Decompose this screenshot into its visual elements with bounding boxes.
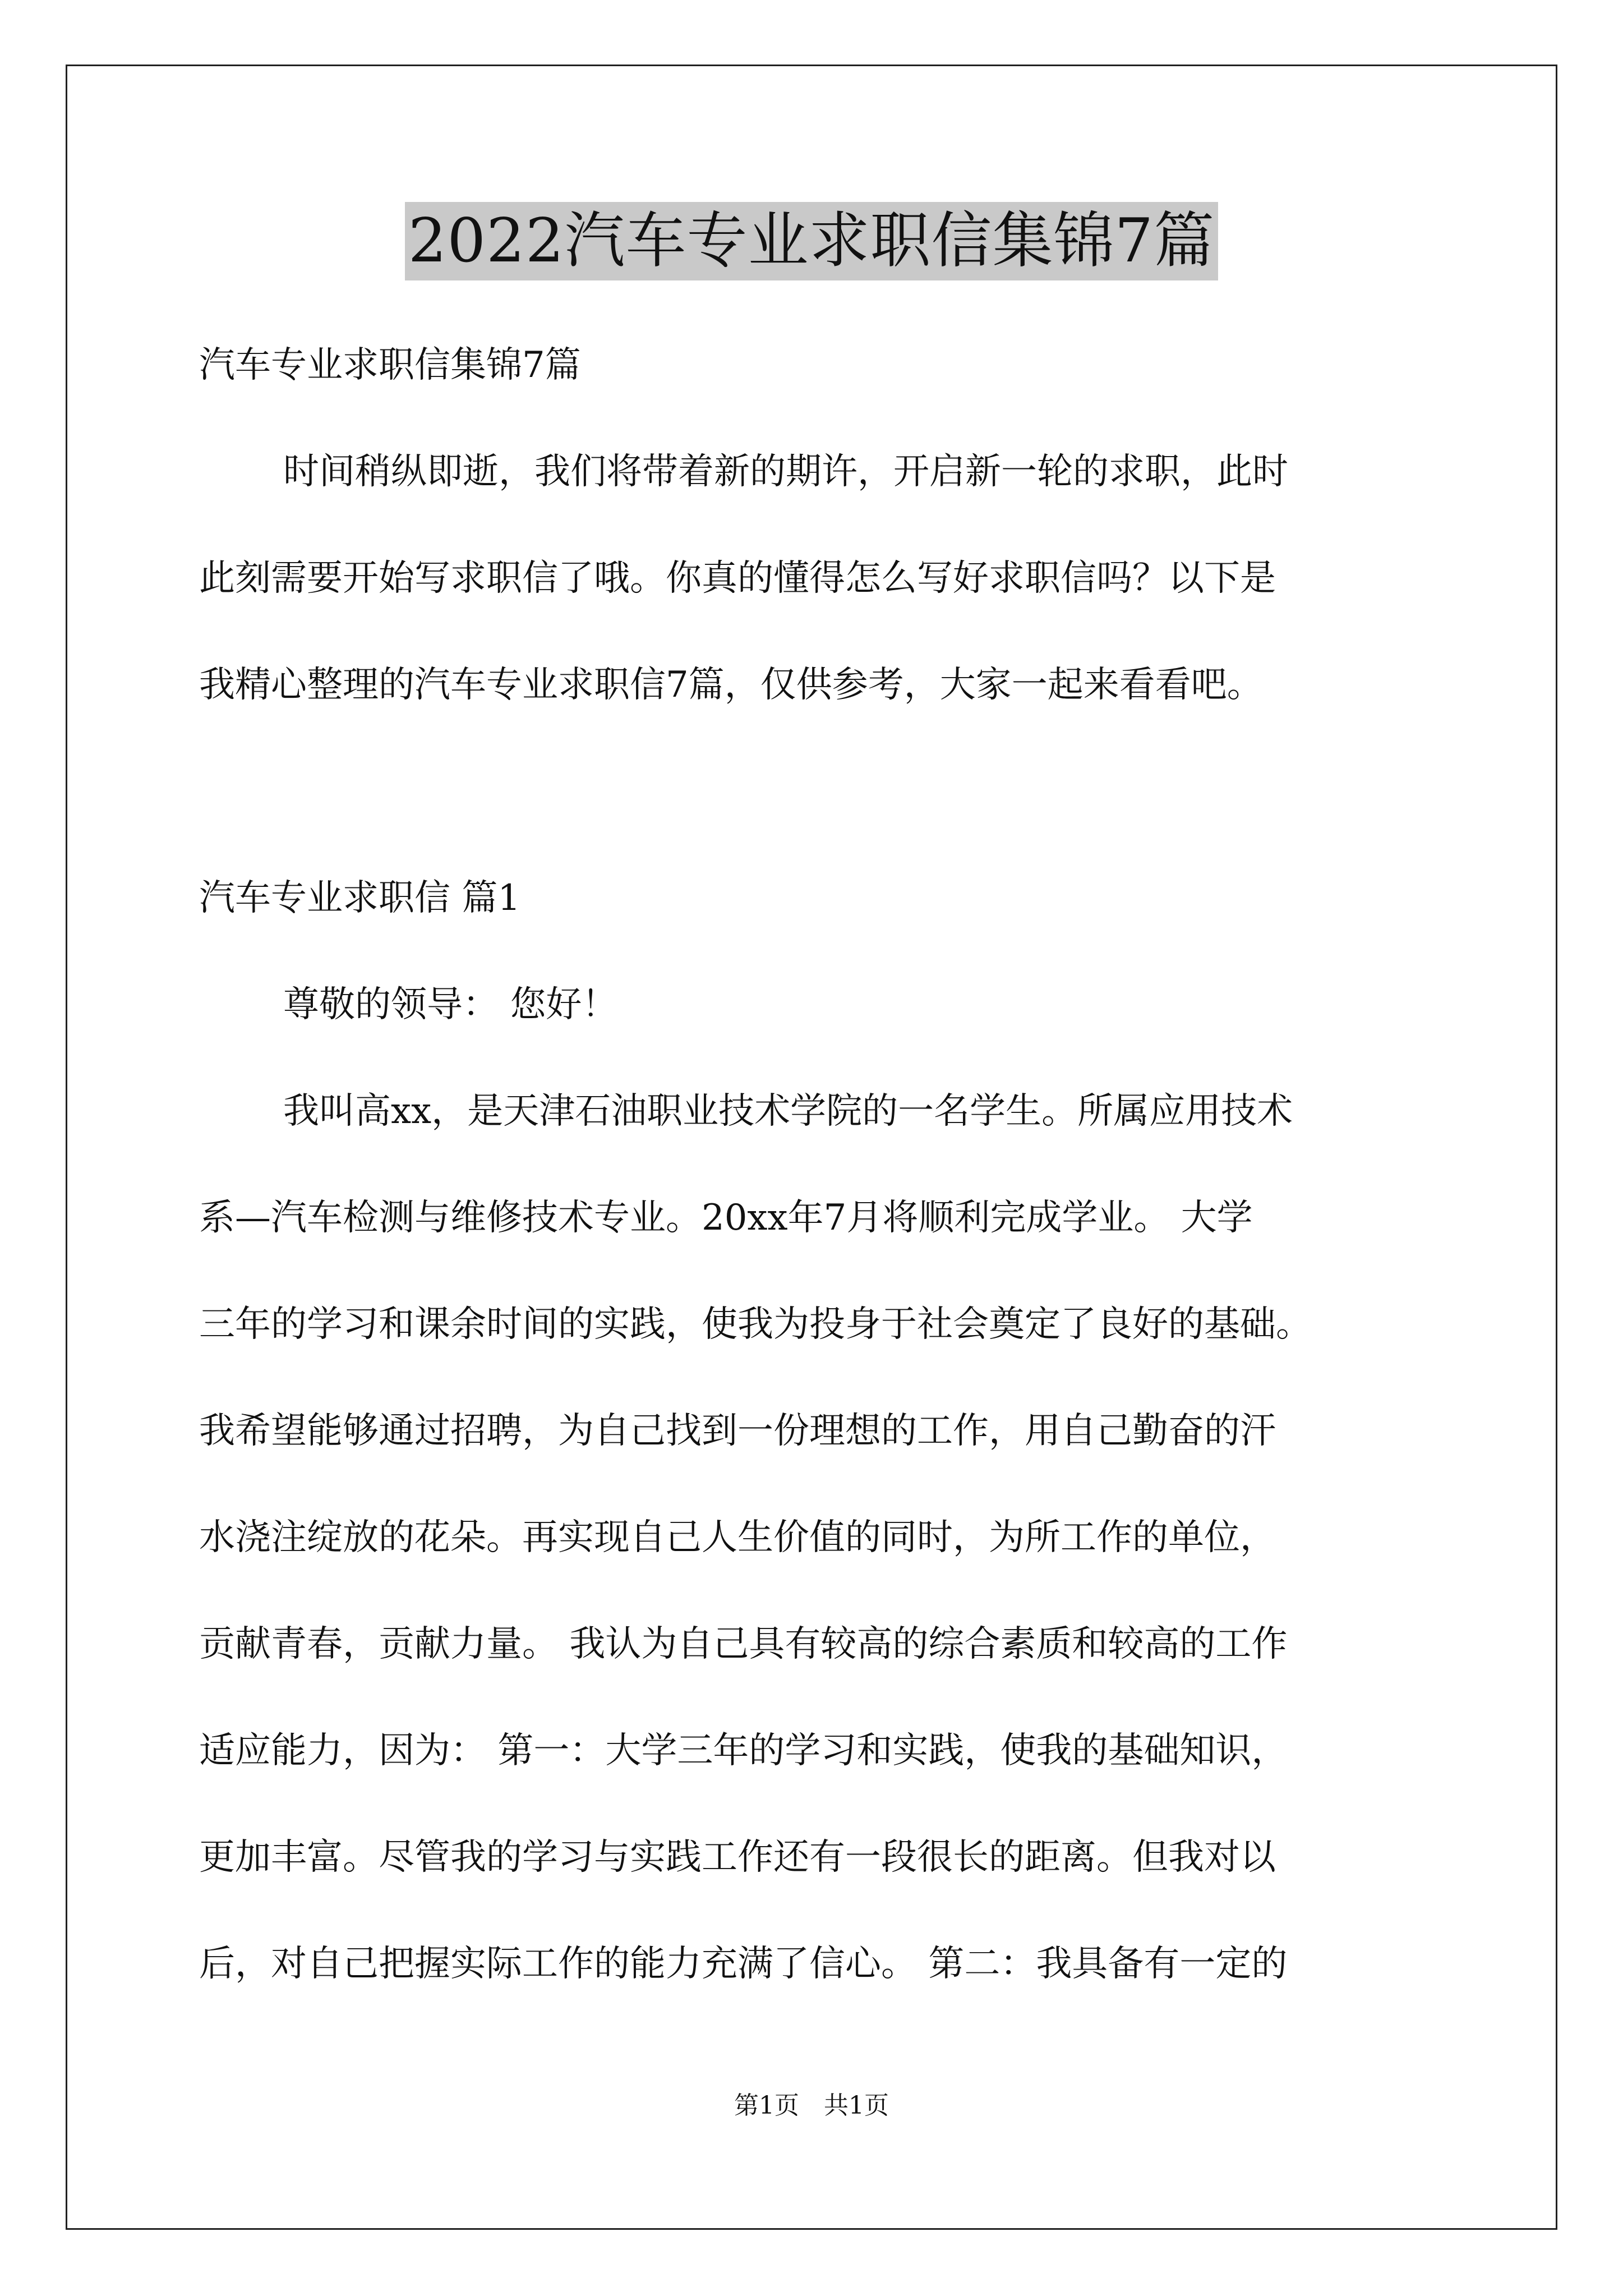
body-line: 我叫高xx，是天津石油职业技术学院的一名学生。所属应用技术	[283, 1091, 1293, 1132]
section-heading: 汽车专业求职信 篇1	[199, 877, 521, 919]
paragraph-gap	[199, 738, 1433, 845]
body-line: 系—汽车检测与维修技术专业。20xx年7月将顺利完成学业。 大学	[199, 1197, 1253, 1239]
title-container	[0, 202, 1623, 280]
salutation: 尊敬的领导： 您好！	[283, 984, 618, 1025]
body-line: 贡献青春，贡献力量。 我认为自己具有较高的综合素质和较高的工作	[199, 1623, 1288, 1665]
intro-line: 此刻需要开始写求职信了哦。你真的懂得怎么写好求职信吗？以下是	[199, 558, 1276, 599]
body-line: 我希望能够通过招聘，为自己找到一份理想的工作，用自己勤奋的汗	[199, 1410, 1276, 1452]
body-line: 后，对自己把握实际工作的能力充满了信心。 第二：我具备有一定的	[199, 1943, 1288, 1985]
body-line: 水浇注绽放的花朵。再实现自己人生价值的同时，为所工作的单位，	[199, 1517, 1276, 1558]
body-line: 更加丰富。尽管我的学习与实践工作还有一段很长的距离。但我对以	[199, 1837, 1276, 1878]
document-title: 2022汽车专业求职信集锦7篇	[405, 202, 1219, 280]
document-subtitle: 汽车专业求职信集锦7篇	[199, 344, 581, 386]
intro-line: 时间稍纵即逝，我们将带着新的期许，开启新一轮的求职，此时	[283, 451, 1288, 493]
page-footer	[0, 2089, 1623, 2123]
body-line: 适应能力，因为： 第一：大学三年的学习和实践，使我的基础知识，	[199, 1730, 1288, 1772]
page-number: 第1页 共1页	[734, 2091, 889, 2120]
body-line: 三年的学习和课余时间的实践，使我为投身于社会奠定了良好的基础。	[199, 1304, 1312, 1345]
document-body	[199, 312, 1433, 2017]
intro-line: 我精心整理的汽车专业求职信7篇，仅供参考，大家一起来看看吧。	[199, 664, 1263, 706]
